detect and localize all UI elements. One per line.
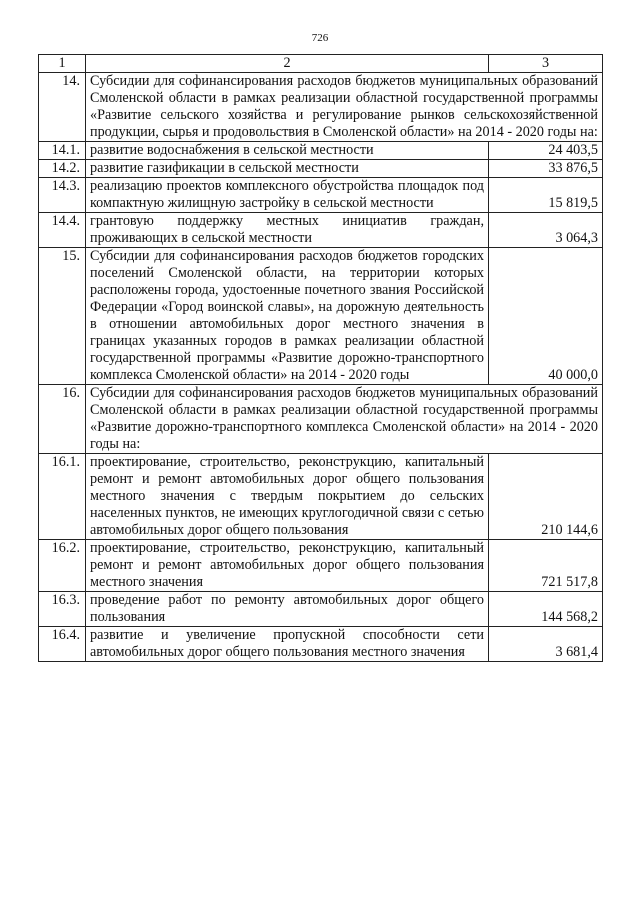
row-description: развитие водоснабжения в сельской местности: [86, 142, 489, 160]
row-amount: 3 681,4: [489, 627, 603, 662]
table-row: [39, 73, 603, 142]
column-header-2: 2: [86, 55, 489, 73]
table-row: [39, 213, 603, 248]
row-amount: 33 876,5: [489, 160, 603, 178]
row-description: Субсидии для софинансирования расходов бюджетов муниципальных образований Смоленской области в рамках реализации областной государственной программы «Развитие сельского хозяйства и регулирование рынков сельскохозяйственной продукции, сырья и продовольствия в Смоленской области» на 2014 - 2020 годы на:: [86, 73, 603, 142]
row-number: 15.: [39, 248, 86, 385]
table-row: [39, 540, 603, 592]
row-amount: 15 819,5: [489, 178, 603, 213]
row-amount: 210 144,6: [489, 454, 603, 540]
row-number: 14.2.: [39, 160, 86, 178]
row-number: 16.3.: [39, 592, 86, 627]
table-header-row: [39, 55, 603, 73]
row-description: развитие газификации в сельской местности: [86, 160, 489, 178]
row-number: 16.4.: [39, 627, 86, 662]
row-number: 16.1.: [39, 454, 86, 540]
row-description: Субсидии для софинансирования расходов бюджетов муниципальных образований Смоленской области в рамках реализации областной государственной программы «Развитие дорожно-транспортного комплекса Смоленской области» на 2014 - 2020 годы на:: [86, 385, 603, 454]
table-row: [39, 160, 603, 178]
table-row: [39, 627, 603, 662]
table-row: [39, 248, 603, 385]
row-description: Субсидии для софинансирования расходов бюджетов городских поселений Смоленской области, на территории которых расположены города, удостоенные почетного звания Российской Федерации «Город воинской славы», на дорожную деятельность в отношении автомобильных дорог местного значения в границах указанных городов в рамках реализации областной государственной программы «Развитие дорожно-транспортного комплекса Смоленской области» на 2014 - 2020 годы: [86, 248, 489, 385]
budget-table: [38, 54, 603, 662]
row-amount: 24 403,5: [489, 142, 603, 160]
row-description: проектирование, строительство, реконструкцию, капитальный ремонт и ремонт автомобильных дорог общего пользования местного значения с твердым покрытием до сельских населенных пунктов, не имеющих круглогодичной связи с сетью автомобильных дорог общего пользования: [86, 454, 489, 540]
row-amount: 144 568,2: [489, 592, 603, 627]
table-row: [39, 142, 603, 160]
column-header-3: 3: [489, 55, 603, 73]
page-number: 726: [311, 32, 329, 44]
row-amount: 721 517,8: [489, 540, 603, 592]
row-description: развитие и увеличение пропускной способности сети автомобильных дорог общего пользования местного значения: [86, 627, 489, 662]
row-description: проведение работ по ремонту автомобильных дорог общего пользования: [86, 592, 489, 627]
row-number: 16.: [39, 385, 86, 454]
row-number: 16.2.: [39, 540, 86, 592]
row-amount: 3 064,3: [489, 213, 603, 248]
table-row: [39, 592, 603, 627]
table-row: [39, 178, 603, 213]
table-row: [39, 454, 603, 540]
row-description: реализацию проектов комплексного обустройства площадок под компактную жилищную застройку в сельской местности: [86, 178, 489, 213]
row-amount: 40 000,0: [489, 248, 603, 385]
column-header-1: 1: [39, 55, 86, 73]
row-description: грантовую поддержку местных инициатив граждан, проживающих в сельской местности: [86, 213, 489, 248]
table-row: [39, 385, 603, 454]
row-description: проектирование, строительство, реконструкцию, капитальный ремонт и ремонт автомобильных дорог общего пользования местного значения: [86, 540, 489, 592]
row-number: 14.: [39, 73, 86, 142]
row-number: 14.3.: [39, 178, 86, 213]
row-number: 14.1.: [39, 142, 86, 160]
row-number: 14.4.: [39, 213, 86, 248]
